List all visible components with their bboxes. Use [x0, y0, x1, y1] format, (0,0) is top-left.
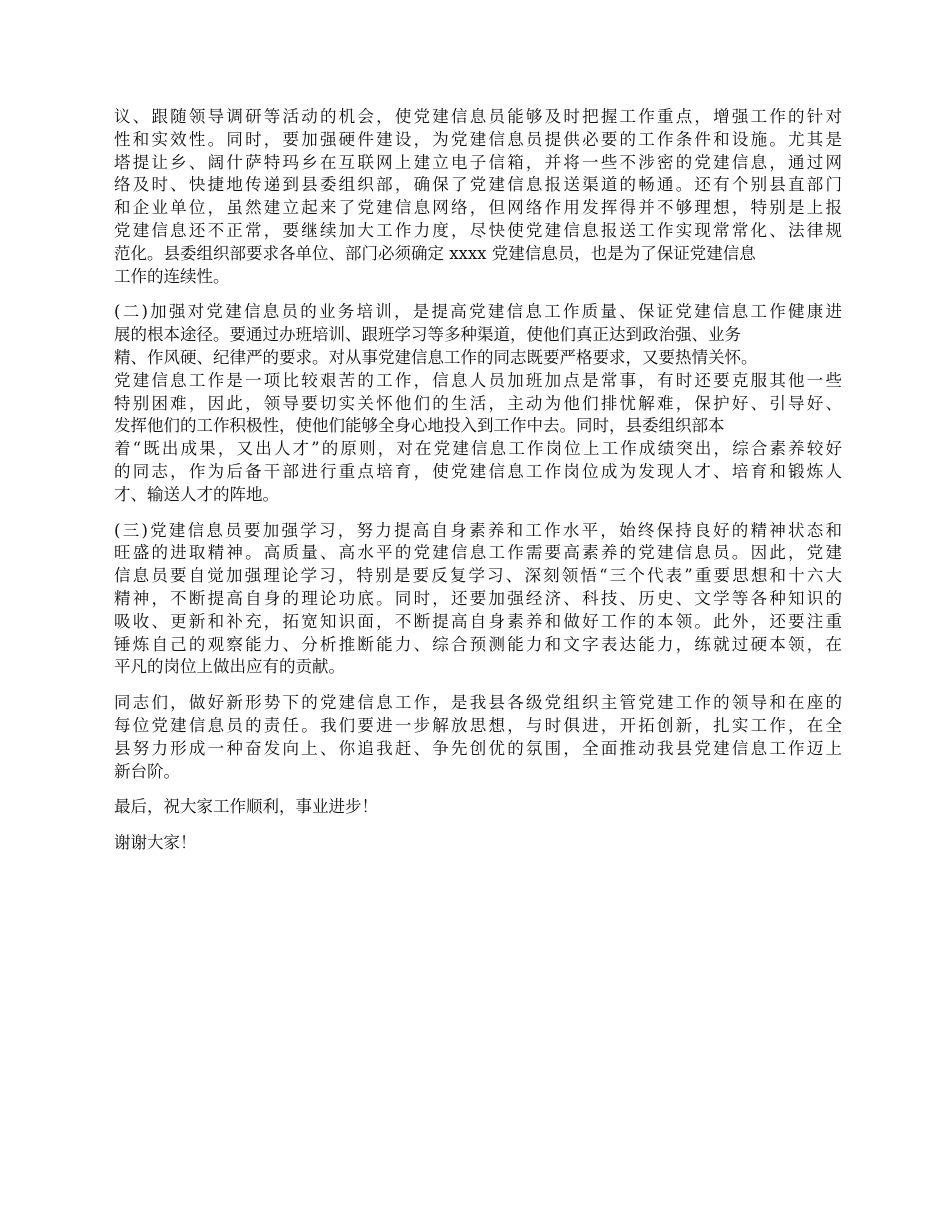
text-line: 吸收、更新和补充，拓宽知识面，不断提高自身素养和做好工作的本领。此外，还要注重	[114, 611, 842, 631]
paragraph-study	[114, 520, 842, 680]
text-line: 精神，不断提高自身的理论功底。同时，还要加强经济、科技、历史、文学等各种知识的	[114, 588, 842, 608]
text-line: 塔提让乡、阔什萨特玛乡在互联网上建立电子信箱，并将一些不涉密的党建信息，通过网	[114, 152, 842, 172]
text-line: 的同志，作为后备干部进行重点培育，使党建信息工作岗位成为发现人才、培育和锻炼人	[114, 461, 842, 481]
text-line: (二)加强对党建信息员的业务培训，是提高党建信息工作质量、保证党建信息工作健康进	[114, 302, 842, 322]
text-line: 信息员要自觉加强理论学习，特别是要反复学习、深刻领悟“三个代表”重要思想和十六大	[114, 566, 842, 586]
text-line: 县努力形成一种奋发向上、你追我赶、争先创优的氛围，全面推动我县党建信息工作迈上	[114, 738, 842, 758]
text-line: 和企业单位，虽然建立起来了党建信息网络，但网络作用发挥得并不够理想，特别是上报	[114, 198, 842, 218]
text-line: 谢谢大家！	[114, 833, 197, 853]
text-line: 每位党建信息员的责任。我们要进一步解放思想，与时俱进，开拓创新，扎实工作，在全	[114, 715, 842, 735]
paragraph-hardware-construction	[114, 106, 842, 288]
text-line: 着“既出成果，又出人才”的原则，对在党建信息工作岗位上工作成绩突出，综合素养较好	[114, 439, 842, 459]
text-line: 党建信息工作是一项比较艰苦的工作，信息人员加班加点是常事，有时还要克服其他一些	[114, 370, 842, 390]
text-line: 络及时、快捷地传递到县委组织部，确保了党建信息报送渠道的畅通。还有个别县直部门	[114, 175, 842, 195]
text-line: 新台阶。	[114, 761, 180, 781]
text-line: 议、跟随领导调研等活动的机会，使党建信息员能够及时把握工作重点，增强工作的针对	[114, 107, 842, 126]
text-line: 精、作风硬、纪律严的要求。对从事党建信息工作的同志既要严格要求，又要热情关怀。	[114, 347, 758, 367]
text-line: 工作的连续性。	[114, 266, 230, 286]
text-line: 锤炼自己的观察能力、分析推断能力、综合预测能力和文字表达能力，练就过硬本领，在	[114, 634, 842, 654]
text-line: 平凡的岗位上做出应有的贡献。	[114, 657, 345, 677]
text-line: (三)党建信息员要加强学习，努力提高自身素养和工作水平，始终保持良好的精神状态和	[114, 520, 842, 540]
paragraph-thanks	[114, 832, 842, 855]
text-line: 发挥他们的工作积极性，使他们能够全身心地投入到工作中去。同时，县委组织部本	[114, 416, 725, 436]
paragraph-closing-wishes	[114, 796, 842, 819]
text-line: 性和实效性。同时，要加强硬件建设，为党建信息员提供必要的工作条件和设施。尤其是	[114, 129, 842, 149]
text-line: 旺盛的进取精神。高质量、高水平的党建信息工作需要高素养的党建信息员。因此，党建	[114, 543, 842, 563]
text-line: 才、输送人才的阵地。	[114, 484, 279, 504]
text-line: 特别困难，因此，领导要切实关怀他们的生活，主动为他们排忧解难，保护好、引导好、	[114, 393, 842, 413]
text-line: 同志们，做好新形势下的党建信息工作，是我县各级党组织主管党建工作的领导和在座的	[114, 693, 842, 713]
document-body	[114, 106, 842, 868]
text-line: 范化。县委组织部要求各单位、部门必须确定 xxxx 党建信息员，也是为了保证党建信息	[114, 243, 756, 263]
paragraph-training	[114, 301, 842, 506]
text-line: 党建信息还不正常，要继续加大工作力度，尽快使党建信息报送工作实现常常化、法律规	[114, 220, 842, 240]
text-line: 最后，祝大家工作顺利，事业进步！	[114, 797, 378, 817]
text-line: 展的根本途径。要通过办班培训、跟班学习等多种渠道，使他们真正达到政治强、业务	[114, 325, 741, 345]
paragraph-comrades	[114, 692, 842, 783]
